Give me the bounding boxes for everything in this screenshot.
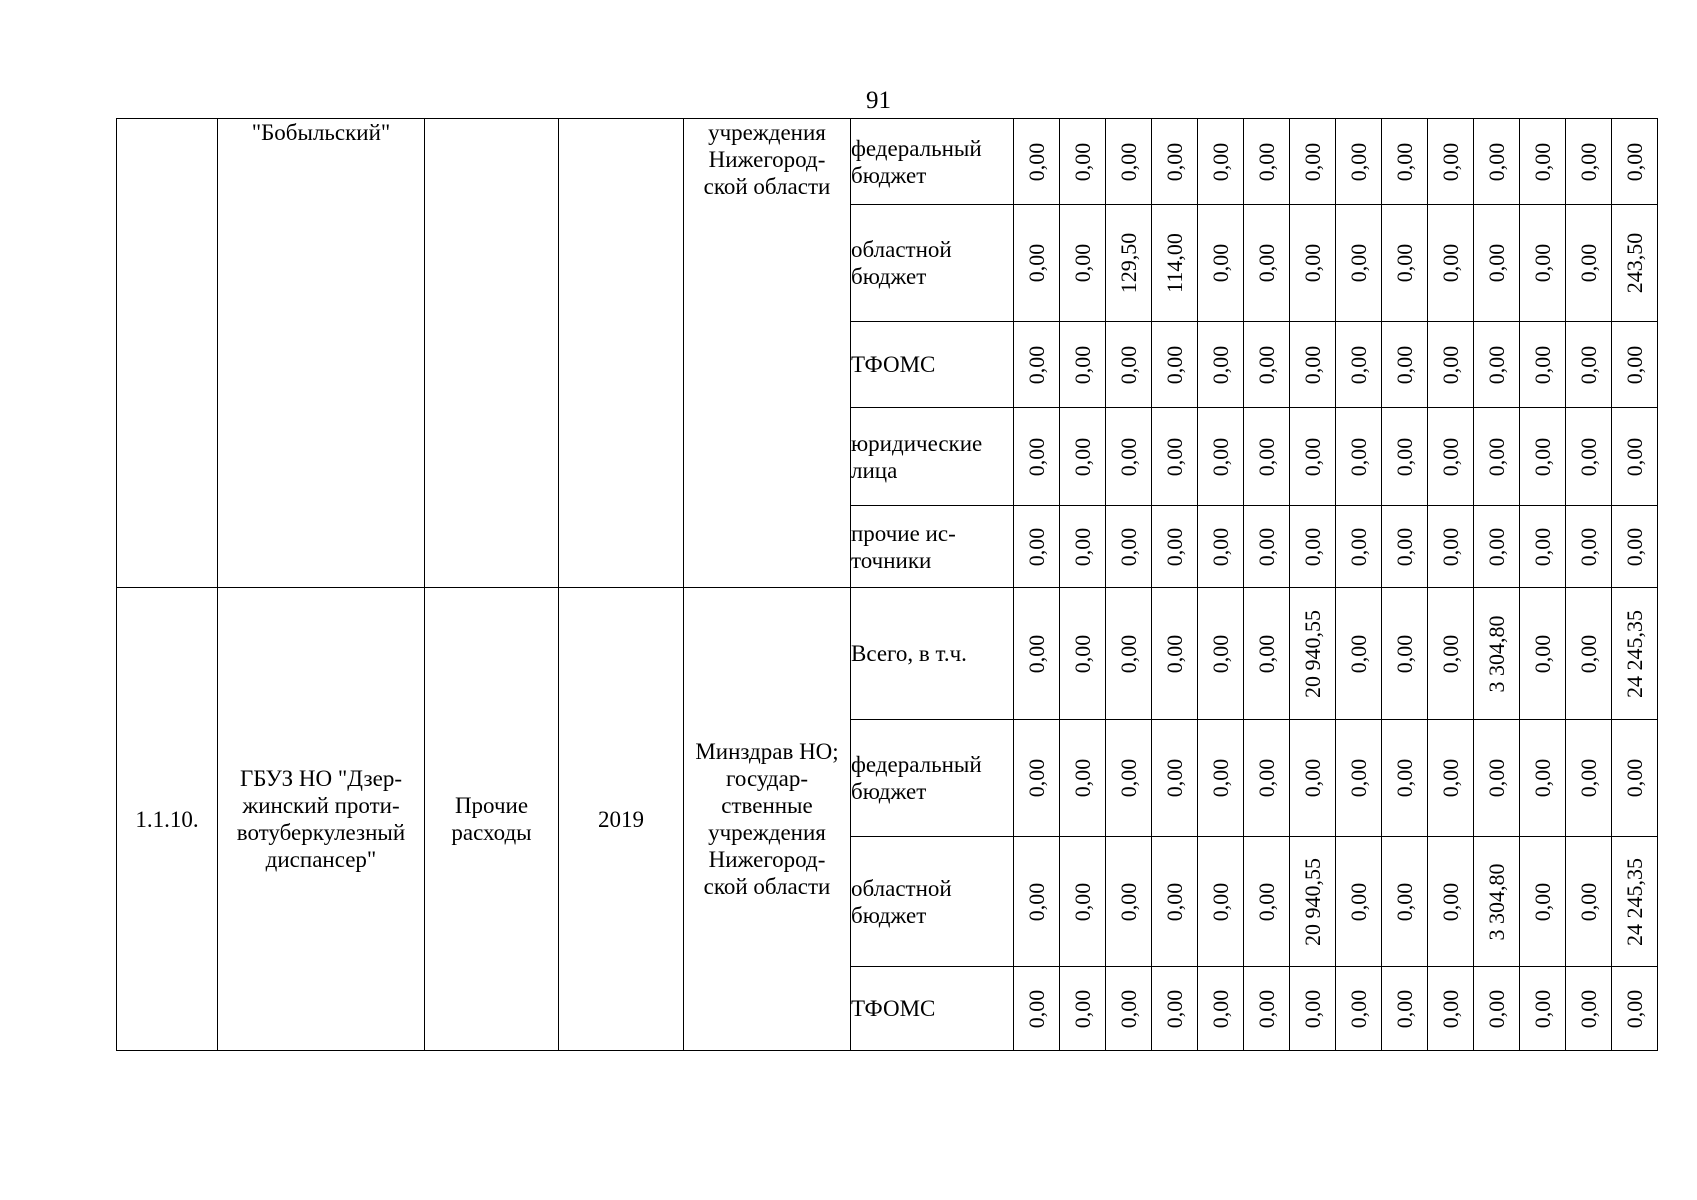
amount-cell bbox=[1290, 322, 1336, 408]
amount-cell bbox=[1428, 322, 1474, 408]
amount-value: 0,00 bbox=[1253, 243, 1279, 283]
amount-cell bbox=[1428, 506, 1474, 588]
amount-value: 0,00 bbox=[1483, 758, 1509, 798]
amount-value: 0,00 bbox=[1023, 634, 1049, 673]
amount-value: 0,00 bbox=[1253, 527, 1279, 566]
amount-cell bbox=[1336, 119, 1382, 205]
amount-cell bbox=[1612, 720, 1658, 837]
amount-cell bbox=[1014, 322, 1060, 408]
amount-cell bbox=[1060, 837, 1106, 967]
amount-value: 0,00 bbox=[1391, 527, 1417, 566]
amount-value: 0,00 bbox=[1621, 345, 1647, 384]
amount-value: 0,00 bbox=[1345, 345, 1371, 384]
funding-source-cell: юридические лица bbox=[851, 408, 1014, 506]
amount-value: 0,00 bbox=[1345, 634, 1371, 673]
amount-cell bbox=[1612, 506, 1658, 588]
amount-value: 0,00 bbox=[1621, 989, 1647, 1028]
amount-value: 0,00 bbox=[1023, 758, 1049, 798]
amount-cell bbox=[1474, 720, 1520, 837]
amount-value: 0,00 bbox=[1391, 634, 1417, 673]
amount-value: 0,00 bbox=[1529, 989, 1555, 1028]
amount-cell bbox=[1382, 205, 1428, 322]
row-number-cell: 1.1.10. bbox=[117, 588, 218, 1051]
amount-cell bbox=[1612, 205, 1658, 322]
amount-cell bbox=[1198, 720, 1244, 837]
funding-source-cell: прочие ис-точники bbox=[851, 506, 1014, 588]
financing-table bbox=[116, 118, 1658, 1051]
amount-value: 0,00 bbox=[1529, 634, 1555, 673]
amount-cell bbox=[1474, 588, 1520, 720]
amount-cell bbox=[1612, 967, 1658, 1051]
amount-value: 24 245,35 bbox=[1621, 609, 1647, 698]
amount-cell bbox=[1290, 967, 1336, 1051]
amount-value: 0,00 bbox=[1207, 527, 1233, 566]
amount-cell bbox=[1382, 720, 1428, 837]
amount-value: 0,00 bbox=[1621, 758, 1647, 798]
amount-cell bbox=[1474, 408, 1520, 506]
amount-value: 0,00 bbox=[1575, 989, 1601, 1028]
amount-cell bbox=[1106, 119, 1152, 205]
amount-cell bbox=[1428, 205, 1474, 322]
funding-source-cell: ТФОМС bbox=[851, 967, 1014, 1051]
amount-value: 0,00 bbox=[1161, 758, 1187, 798]
amount-value: 0,00 bbox=[1207, 243, 1233, 283]
institution-cell: "Бобыльский" bbox=[218, 119, 425, 588]
amount-value: 0,00 bbox=[1529, 758, 1555, 798]
amount-cell bbox=[1244, 119, 1290, 205]
amount-value: 0,00 bbox=[1575, 345, 1601, 384]
amount-value: 243,50 bbox=[1621, 232, 1647, 294]
amount-cell bbox=[1244, 506, 1290, 588]
amount-value: 0,00 bbox=[1069, 345, 1095, 384]
amount-value: 0,00 bbox=[1207, 989, 1233, 1028]
amount-value: 0,00 bbox=[1621, 142, 1647, 181]
amount-cell bbox=[1198, 322, 1244, 408]
amount-value: 0,00 bbox=[1253, 989, 1279, 1028]
amount-cell bbox=[1382, 837, 1428, 967]
amount-cell bbox=[1198, 967, 1244, 1051]
amount-value: 0,00 bbox=[1161, 345, 1187, 384]
table-row bbox=[117, 588, 1658, 720]
amount-value: 0,00 bbox=[1115, 882, 1141, 921]
amount-cell bbox=[1520, 408, 1566, 506]
amount-cell bbox=[1198, 588, 1244, 720]
amount-value: 0,00 bbox=[1115, 758, 1141, 798]
amount-cell bbox=[1612, 837, 1658, 967]
amount-value: 0,00 bbox=[1391, 243, 1417, 283]
amount-value: 0,00 bbox=[1575, 527, 1601, 566]
amount-value: 0,00 bbox=[1345, 758, 1371, 798]
amount-value: 0,00 bbox=[1529, 142, 1555, 181]
amount-value: 0,00 bbox=[1023, 989, 1049, 1028]
amount-cell bbox=[1520, 967, 1566, 1051]
amount-value: 114,00 bbox=[1161, 233, 1187, 293]
amount-value: 0,00 bbox=[1253, 758, 1279, 798]
amount-cell bbox=[1474, 506, 1520, 588]
amount-cell bbox=[1290, 119, 1336, 205]
amount-value: 0,00 bbox=[1069, 882, 1095, 921]
amount-value: 0,00 bbox=[1023, 437, 1049, 476]
amount-cell bbox=[1566, 205, 1612, 322]
amount-value: 0,00 bbox=[1575, 634, 1601, 673]
amount-cell bbox=[1566, 588, 1612, 720]
amount-cell bbox=[1566, 967, 1612, 1051]
amount-value: 0,00 bbox=[1345, 882, 1371, 921]
amount-value: 0,00 bbox=[1391, 758, 1417, 798]
amount-cell bbox=[1014, 837, 1060, 967]
amount-cell bbox=[1520, 205, 1566, 322]
executor-cell: учреждения Нижегород-ской области bbox=[684, 119, 851, 588]
amount-cell bbox=[1428, 119, 1474, 205]
amount-value: 129,50 bbox=[1115, 232, 1141, 294]
amount-value: 0,00 bbox=[1069, 634, 1095, 673]
amount-value: 0,00 bbox=[1253, 345, 1279, 384]
amount-cell bbox=[1382, 506, 1428, 588]
amount-value: 3 304,80 bbox=[1483, 863, 1509, 940]
amount-value: 0,00 bbox=[1299, 989, 1325, 1028]
amount-value: 0,00 bbox=[1115, 437, 1141, 476]
amount-cell bbox=[1290, 408, 1336, 506]
amount-value: 0,00 bbox=[1391, 437, 1417, 476]
amount-cell bbox=[1474, 322, 1520, 408]
amount-value: 0,00 bbox=[1437, 882, 1463, 921]
amount-value: 0,00 bbox=[1253, 634, 1279, 673]
amount-cell bbox=[1060, 322, 1106, 408]
amount-cell bbox=[1382, 967, 1428, 1051]
amount-cell bbox=[1152, 967, 1198, 1051]
amount-cell bbox=[1566, 119, 1612, 205]
amount-cell bbox=[1428, 967, 1474, 1051]
amount-cell bbox=[1428, 408, 1474, 506]
amount-value: 0,00 bbox=[1391, 142, 1417, 181]
amount-cell bbox=[1060, 506, 1106, 588]
row-number-cell bbox=[117, 119, 218, 588]
amount-value: 0,00 bbox=[1437, 989, 1463, 1028]
expense-type-cell: Прочие расходы bbox=[425, 588, 559, 1051]
amount-cell bbox=[1152, 205, 1198, 322]
amount-cell bbox=[1612, 322, 1658, 408]
amount-cell bbox=[1244, 837, 1290, 967]
amount-cell bbox=[1014, 720, 1060, 837]
amount-value: 0,00 bbox=[1115, 527, 1141, 566]
amount-cell bbox=[1060, 205, 1106, 322]
amount-cell bbox=[1566, 837, 1612, 967]
amount-value: 0,00 bbox=[1483, 989, 1509, 1028]
amount-cell bbox=[1474, 837, 1520, 967]
amount-value: 0,00 bbox=[1299, 437, 1325, 476]
year-cell bbox=[559, 119, 684, 588]
amount-cell bbox=[1152, 119, 1198, 205]
funding-source-cell: федеральный бюджет bbox=[851, 119, 1014, 205]
amount-cell bbox=[1382, 408, 1428, 506]
amount-cell bbox=[1244, 967, 1290, 1051]
amount-cell bbox=[1106, 967, 1152, 1051]
amount-cell bbox=[1014, 588, 1060, 720]
expense-type-cell bbox=[425, 119, 559, 588]
amount-value: 0,00 bbox=[1207, 345, 1233, 384]
amount-value: 0,00 bbox=[1069, 243, 1095, 283]
funding-source-cell: Всего, в т.ч. bbox=[851, 588, 1014, 720]
amount-value: 0,00 bbox=[1391, 989, 1417, 1028]
funding-source-cell: федеральный бюджет bbox=[851, 720, 1014, 837]
amount-value: 0,00 bbox=[1345, 989, 1371, 1028]
amount-cell bbox=[1382, 588, 1428, 720]
amount-cell bbox=[1566, 720, 1612, 837]
amount-value: 0,00 bbox=[1161, 142, 1187, 181]
amount-cell bbox=[1336, 408, 1382, 506]
amount-value: 0,00 bbox=[1621, 437, 1647, 476]
amount-cell bbox=[1198, 506, 1244, 588]
amount-value: 0,00 bbox=[1345, 527, 1371, 566]
amount-value: 0,00 bbox=[1161, 527, 1187, 566]
funding-source-cell: областной бюджет bbox=[851, 837, 1014, 967]
amount-cell bbox=[1428, 720, 1474, 837]
amount-value: 0,00 bbox=[1345, 142, 1371, 181]
amount-value: 0,00 bbox=[1437, 634, 1463, 673]
amount-cell bbox=[1474, 119, 1520, 205]
amount-value: 0,00 bbox=[1023, 527, 1049, 566]
amount-cell bbox=[1152, 408, 1198, 506]
amount-value: 0,00 bbox=[1437, 243, 1463, 283]
amount-cell bbox=[1106, 322, 1152, 408]
amount-value: 0,00 bbox=[1437, 142, 1463, 181]
amount-cell bbox=[1198, 408, 1244, 506]
amount-cell bbox=[1244, 588, 1290, 720]
amount-value: 0,00 bbox=[1483, 243, 1509, 283]
amount-cell bbox=[1106, 506, 1152, 588]
amount-value: 0,00 bbox=[1207, 437, 1233, 476]
amount-value: 0,00 bbox=[1483, 142, 1509, 181]
amount-cell bbox=[1520, 720, 1566, 837]
amount-cell bbox=[1336, 967, 1382, 1051]
amount-value: 0,00 bbox=[1483, 345, 1509, 384]
amount-cell bbox=[1014, 119, 1060, 205]
amount-cell bbox=[1198, 837, 1244, 967]
amount-value: 0,00 bbox=[1529, 345, 1555, 384]
amount-cell bbox=[1566, 506, 1612, 588]
amount-value: 0,00 bbox=[1437, 437, 1463, 476]
funding-source-cell: областной бюджет bbox=[851, 205, 1014, 322]
amount-cell bbox=[1336, 506, 1382, 588]
amount-cell bbox=[1566, 322, 1612, 408]
amount-value: 0,00 bbox=[1161, 634, 1187, 673]
amount-cell bbox=[1244, 205, 1290, 322]
amount-value: 0,00 bbox=[1299, 758, 1325, 798]
amount-cell bbox=[1152, 322, 1198, 408]
amount-value: 0,00 bbox=[1161, 882, 1187, 921]
amount-value: 0,00 bbox=[1069, 989, 1095, 1028]
amount-value: 0,00 bbox=[1115, 345, 1141, 384]
amount-cell bbox=[1106, 408, 1152, 506]
amount-cell bbox=[1152, 837, 1198, 967]
amount-cell bbox=[1612, 408, 1658, 506]
amount-value: 0,00 bbox=[1069, 527, 1095, 566]
amount-value: 0,00 bbox=[1207, 142, 1233, 181]
amount-value: 0,00 bbox=[1023, 243, 1049, 283]
amount-cell bbox=[1290, 720, 1336, 837]
amount-cell bbox=[1336, 322, 1382, 408]
amount-cell bbox=[1152, 720, 1198, 837]
amount-cell bbox=[1198, 205, 1244, 322]
amount-cell bbox=[1336, 837, 1382, 967]
amount-cell bbox=[1290, 588, 1336, 720]
amount-value: 0,00 bbox=[1023, 345, 1049, 384]
amount-value: 0,00 bbox=[1207, 758, 1233, 798]
executor-cell: Минздрав НО; государ-ственные учреждения Нижегород-ской области bbox=[684, 588, 851, 1051]
amount-value: 3 304,80 bbox=[1483, 615, 1509, 692]
amount-value: 0,00 bbox=[1207, 634, 1233, 673]
amount-value: 0,00 bbox=[1115, 989, 1141, 1028]
amount-cell bbox=[1244, 720, 1290, 837]
amount-cell bbox=[1152, 506, 1198, 588]
amount-cell bbox=[1428, 588, 1474, 720]
amount-cell bbox=[1060, 408, 1106, 506]
amount-cell bbox=[1566, 408, 1612, 506]
amount-cell bbox=[1428, 837, 1474, 967]
amount-value: 0,00 bbox=[1529, 437, 1555, 476]
amount-value: 0,00 bbox=[1023, 882, 1049, 921]
amount-value: 0,00 bbox=[1069, 142, 1095, 181]
amount-value: 0,00 bbox=[1115, 634, 1141, 673]
institution-cell: ГБУЗ НО "Дзер-жинский проти-вотуберкулезный диспансер" bbox=[218, 588, 425, 1051]
amount-value: 0,00 bbox=[1529, 527, 1555, 566]
amount-value: 0,00 bbox=[1299, 142, 1325, 181]
amount-value: 0,00 bbox=[1529, 243, 1555, 283]
year-cell: 2019 bbox=[559, 588, 684, 1051]
amount-value: 0,00 bbox=[1299, 345, 1325, 384]
amount-value: 0,00 bbox=[1207, 882, 1233, 921]
amount-cell bbox=[1106, 205, 1152, 322]
amount-cell bbox=[1520, 837, 1566, 967]
amount-value: 20 940,55 bbox=[1299, 857, 1325, 946]
amount-cell bbox=[1290, 837, 1336, 967]
amount-value: 0,00 bbox=[1299, 243, 1325, 283]
amount-cell bbox=[1382, 119, 1428, 205]
amount-value: 0,00 bbox=[1161, 437, 1187, 476]
amount-cell bbox=[1106, 720, 1152, 837]
amount-value: 0,00 bbox=[1483, 527, 1509, 566]
amount-value: 0,00 bbox=[1391, 345, 1417, 384]
amount-cell bbox=[1106, 588, 1152, 720]
amount-cell bbox=[1520, 506, 1566, 588]
amount-cell bbox=[1014, 205, 1060, 322]
amount-cell bbox=[1520, 119, 1566, 205]
amount-cell bbox=[1060, 588, 1106, 720]
amount-value: 0,00 bbox=[1253, 437, 1279, 476]
amount-cell bbox=[1106, 837, 1152, 967]
amount-value: 0,00 bbox=[1575, 882, 1601, 921]
amount-cell bbox=[1014, 506, 1060, 588]
amount-cell bbox=[1336, 588, 1382, 720]
page-number: 91 bbox=[866, 87, 891, 114]
amount-cell bbox=[1014, 967, 1060, 1051]
amount-value: 0,00 bbox=[1391, 882, 1417, 921]
amount-cell bbox=[1152, 588, 1198, 720]
table-row bbox=[117, 119, 1658, 205]
amount-cell bbox=[1244, 322, 1290, 408]
amount-cell bbox=[1290, 205, 1336, 322]
amount-value: 0,00 bbox=[1575, 243, 1601, 283]
amount-value: 0,00 bbox=[1115, 142, 1141, 181]
amount-value: 0,00 bbox=[1437, 527, 1463, 566]
amount-value: 0,00 bbox=[1253, 882, 1279, 921]
amount-cell bbox=[1520, 588, 1566, 720]
amount-cell bbox=[1244, 408, 1290, 506]
amount-value: 0,00 bbox=[1575, 758, 1601, 798]
amount-cell bbox=[1382, 322, 1428, 408]
amount-cell bbox=[1336, 205, 1382, 322]
amount-cell bbox=[1014, 408, 1060, 506]
amount-value: 0,00 bbox=[1299, 527, 1325, 566]
amount-value: 0,00 bbox=[1529, 882, 1555, 921]
amount-cell bbox=[1612, 588, 1658, 720]
amount-value: 24 245,35 bbox=[1621, 857, 1647, 946]
amount-value: 0,00 bbox=[1253, 142, 1279, 181]
amount-value: 0,00 bbox=[1069, 758, 1095, 798]
amount-value: 0,00 bbox=[1069, 437, 1095, 476]
amount-cell bbox=[1336, 720, 1382, 837]
amount-cell bbox=[1060, 967, 1106, 1051]
amount-value: 0,00 bbox=[1437, 758, 1463, 798]
amount-value: 0,00 bbox=[1437, 345, 1463, 384]
amount-cell bbox=[1060, 119, 1106, 205]
amount-cell bbox=[1290, 506, 1336, 588]
amount-value: 0,00 bbox=[1483, 437, 1509, 476]
funding-source-cell: ТФОМС bbox=[851, 322, 1014, 408]
amount-cell bbox=[1474, 205, 1520, 322]
amount-value: 0,00 bbox=[1345, 243, 1371, 283]
amount-value: 0,00 bbox=[1575, 437, 1601, 476]
amount-cell bbox=[1060, 720, 1106, 837]
amount-cell bbox=[1198, 119, 1244, 205]
amount-value: 0,00 bbox=[1161, 989, 1187, 1028]
amount-cell bbox=[1520, 322, 1566, 408]
amount-cell bbox=[1612, 119, 1658, 205]
amount-cell bbox=[1474, 967, 1520, 1051]
amount-value: 0,00 bbox=[1345, 437, 1371, 476]
amount-value: 0,00 bbox=[1023, 142, 1049, 181]
amount-value: 20 940,55 bbox=[1299, 609, 1325, 698]
amount-value: 0,00 bbox=[1575, 142, 1601, 181]
amount-value: 0,00 bbox=[1621, 527, 1647, 566]
